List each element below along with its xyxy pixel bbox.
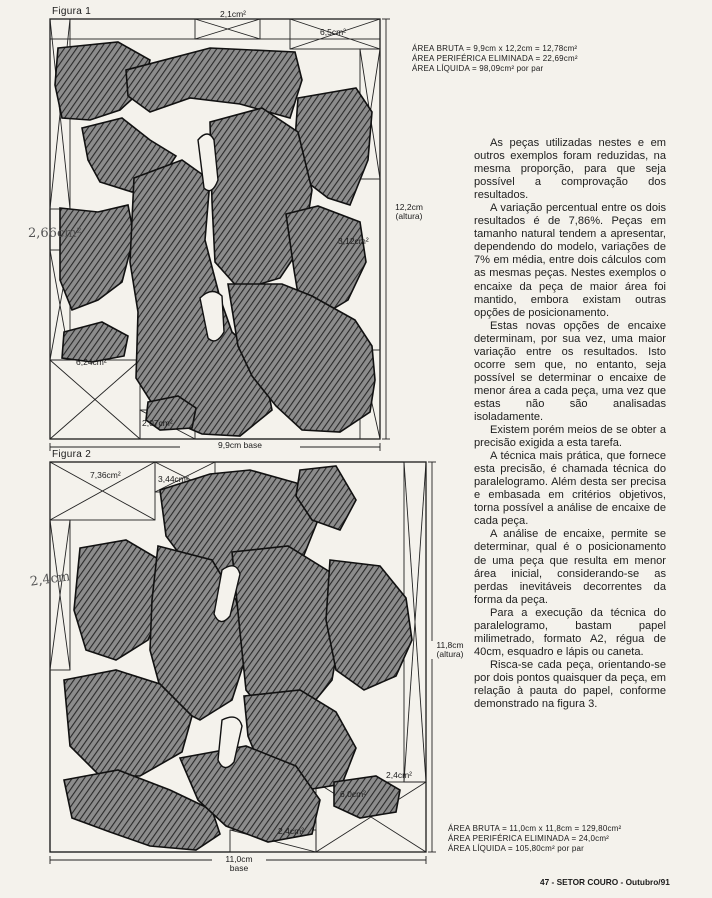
figure-2-base-value: 11,0cm bbox=[225, 854, 253, 864]
figure-1-net-area: ÁREA LÍQUIDA = 98,09cm² por par bbox=[412, 64, 544, 74]
article-paragraph: A variação percentual entre os dois resultados é de 7,86%. Peças em tamanho natural tendem a apresentar, dependendo do modelo, variações de 7% em média, entre dois cálculos com as mesmas peças. Nestes exemplos o encaixe da peça de maior área foi mantido, embora existam outras opções de posicionamento. bbox=[474, 202, 666, 319]
figure-1-height-dimension bbox=[388, 203, 430, 221]
figure-2-gross-area: ÁREA BRUTA = 11,0cm x 11,8cm = 129,80cm² bbox=[448, 824, 622, 833]
figure-2-eliminated-area: ÁREA PERIFÉRICA ELIMINADA = 24,0cm² bbox=[448, 834, 610, 844]
figure-2-net-area: ÁREA LÍQUIDA = 105,80cm² por par bbox=[448, 844, 585, 854]
article-paragraph: A técnica mais prática, que fornece esta precisão, é chamada técnica do paralelogramo. Além desta ser precisa e embasada em critérios objetivos, torna possível a análise de encaixe de cada peça. bbox=[474, 450, 666, 528]
figure-1-height-caption: (altura) bbox=[395, 210, 423, 221]
figure-2-drawing bbox=[50, 462, 426, 852]
article-paragraph: Risca-se cada peça, orientando-se por dois pontos quaisquer da peça, em relação à pauta do papel, conforme demonstrado na figura 3. bbox=[474, 658, 666, 711]
figure-2-handwritten-area: 2,4cm bbox=[29, 569, 72, 590]
figure-2-area-label: 2,4cm² bbox=[278, 826, 304, 836]
figure-1-gross-area: ÁREA BRUTA = 9,9cm x 12,2cm = 12,78cm² bbox=[412, 44, 578, 53]
figure-2-height-dimension bbox=[430, 641, 470, 659]
article-paragraph: Para a execução da técnica do paralelogramo, bastam papel milimetrado, formato A2, régua de 40cm, esquadro e lápis ou caneta. bbox=[474, 606, 666, 658]
figure-2-stats bbox=[448, 824, 621, 855]
figure-2-label: Figura 2 bbox=[52, 449, 92, 460]
figure-1-eliminated-area: ÁREA PERIFÉRICA ELIMINADA = 22,69cm² bbox=[412, 54, 578, 64]
figure-1-handwritten-area: 2,66cm² bbox=[28, 226, 82, 241]
figure-1-area-label: 6,24cm² bbox=[76, 357, 107, 367]
figure-2-area-label: 6,0cm² bbox=[340, 789, 366, 799]
article-body bbox=[474, 137, 666, 711]
figure-1-area-label: 2,07cm² bbox=[142, 418, 173, 428]
figure-1-label: Figura 1 bbox=[52, 6, 92, 17]
figure-2-base-dimension bbox=[212, 855, 266, 873]
figure-1-drawing bbox=[50, 19, 380, 439]
article-paragraph: Estas novas opções de encaixe determinam, por sua vez, uma maior variação entre os resultados. Isto ocorre sem que, no entanto, seja possível se determinar o encaixe de menor área a cada peça, uma vez que estas não são analisadas isoladamente. bbox=[474, 319, 666, 423]
article-paragraph: Existem porém meios de se obter a precisão exigida a esta tarefa. bbox=[474, 424, 666, 450]
figure-2-height-caption: (altura) bbox=[436, 648, 464, 659]
figure-1-base-dimension: 9,9cm base bbox=[180, 441, 300, 450]
figure-2-height-value: 11,8cm bbox=[436, 640, 464, 650]
figure-2-area-label: 7,36cm² bbox=[90, 470, 121, 480]
figure-1-height-value: 12,2cm bbox=[395, 202, 423, 212]
figure-2-area-label: 2,4cm² bbox=[386, 770, 412, 780]
page-footer: 47 - SETOR COURO - Outubro/91 bbox=[540, 877, 670, 887]
figure-2-base-caption: base bbox=[229, 862, 249, 873]
article-paragraph: As peças utilizadas nestes e em outros exemplos foram reduzidas, na mesma proporção, para que seja possível a comprovação dos resultados. bbox=[474, 137, 666, 202]
figure-1-area-label: 6,5cm² bbox=[320, 27, 346, 37]
figure-2-area-label: 3,44cm² bbox=[158, 474, 189, 484]
figure-1-area-label: 2,1cm² bbox=[220, 9, 246, 19]
figure-1-area-label: 3,12cm² bbox=[338, 236, 369, 246]
article-paragraph: A análise de encaixe, permite se determinar, qual é o posicionamento de uma peça que resulta em menor área inicial, considerando-se as perdas inevitáveis decorrentes da forma da peça. bbox=[474, 528, 666, 606]
figure-1-stats bbox=[412, 44, 578, 75]
